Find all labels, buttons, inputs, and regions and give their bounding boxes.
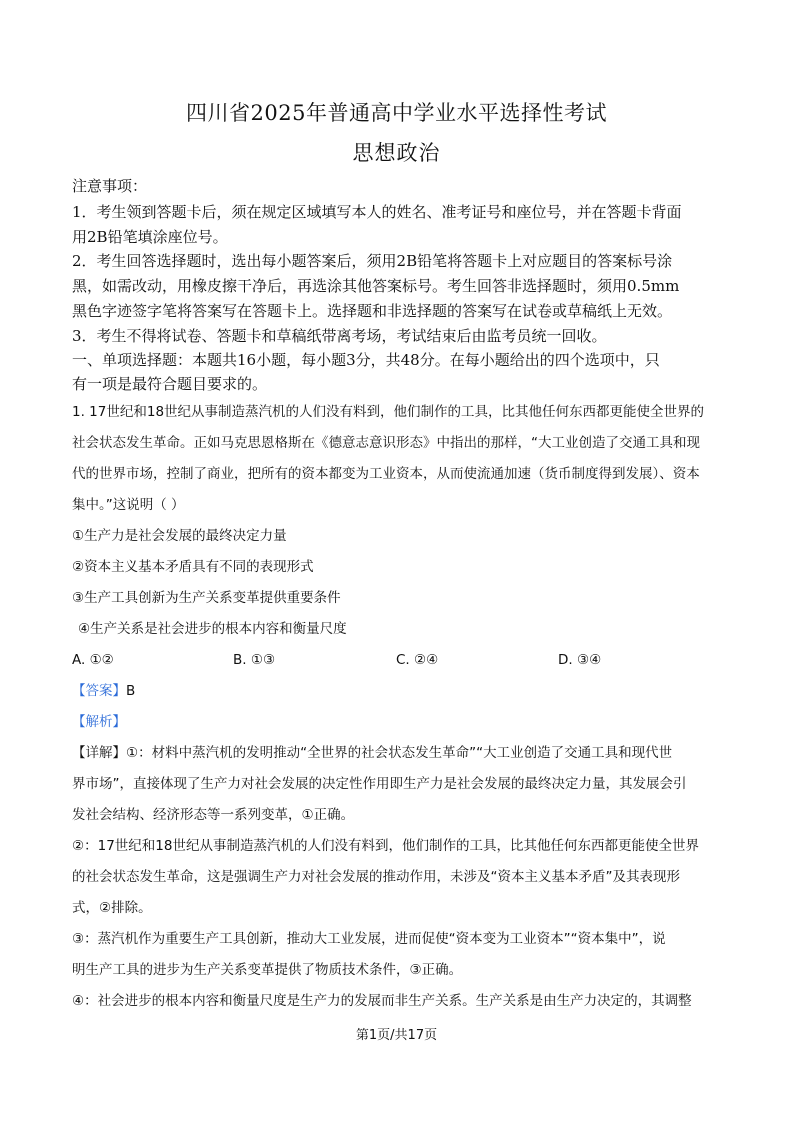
- answer-tag: 【答案】: [72, 683, 126, 699]
- statement-item: ③生产工具创新为生产关系变革提供重要条件: [72, 590, 341, 606]
- statement-item: ②资本主义基本矛盾具有不同的表现形式: [72, 559, 314, 575]
- analysis-line: 发社会结构、经济形态等一系列变革，①正确。: [72, 807, 355, 823]
- option-a: A. ①②: [72, 652, 114, 668]
- statement-item: ④生产关系是社会进步的根本内容和衡量尺度: [78, 621, 347, 637]
- analysis-line: 的社会状态发生革命，这是强调生产力对社会发展的推动作用，未涉及“资本主义基本矛盾”及其表现形: [72, 869, 680, 885]
- notice-line: 2．考生回答选择题时，选出每小题答案后，须用2B铅笔将答题卡上对应题目的答案标号涂: [72, 252, 673, 270]
- answer-line: [72, 681, 722, 701]
- option-b: B. ①③: [233, 652, 276, 668]
- notice-line: 1．考生领到答题卡后，须在规定区域填写本人的姓名、准考证号和座位号，并在答题卡背面: [72, 203, 682, 221]
- analysis-line: ③：蒸汽机作为重要生产工具创新，推动大工业发展，进而促使“资本变为工业资本”“资本集中”，说: [72, 931, 666, 947]
- notice-line: 黑色字迹签字笔将答案写在答题卡上。选择题和非选择题的答案写在试卷或草稿纸上无效。: [72, 302, 673, 320]
- option-c: C. ②④: [396, 652, 439, 668]
- analysis-label: 【解析】: [72, 714, 126, 730]
- analysis-line: 【详解】①：材料中蒸汽机的发明推动“全世界的社会状态发生革命”“大工业创造了交通工具和现代世: [72, 745, 673, 761]
- section-heading: 有一项是最符合题目要求的。: [72, 375, 268, 393]
- answer-value: B: [126, 683, 136, 699]
- question-stem: 1. 17世纪和18世纪从事制造蒸汽机的人们没有料到，他们制作的工具，比其他任何东西都更能使全世界的: [72, 404, 705, 420]
- section-heading: 一、单项选择题：本题共16小题，每小题3分，共48分。在每小题给出的四个选项中，只: [72, 351, 660, 369]
- question-stem: 代的世界市场，控制了商业，把所有的资本都变为工业资本，从而使流通加速（货币制度得到发展）、资本: [72, 466, 700, 482]
- notice-line: 用2B铅笔填涂座位号。: [72, 228, 228, 246]
- analysis-line: 式，②排除。: [72, 900, 152, 916]
- analysis-line: ②：17世纪和18世纪从事制造蒸汽机的人们没有料到，他们制作的工具，比其他任何东西都更能使全世界: [72, 838, 699, 854]
- analysis-line: 界市场”，直接体现了生产力对社会发展的决定性作用即生产力是社会发展的最终决定力量，其发展会引: [72, 776, 687, 792]
- question-stem: 集中。”这说明（ ）: [72, 497, 185, 513]
- analysis-line: ④：社会进步的根本内容和衡量尺度是生产力的发展而非生产关系。生产关系是由生产力决定的，其调整: [72, 993, 692, 1009]
- statement-item: ①生产力是社会发展的最终决定力量: [72, 528, 287, 544]
- exam-subject: 思想政治: [352, 141, 441, 165]
- notice-line: 黑，如需改动，用橡皮擦干净后，再选涂其他答案标号。考生回答非选择题时，须用0.5mm: [72, 277, 680, 295]
- question-stem: 社会状态发生革命。正如马克思恩格斯在《德意志意识形态》中指出的那样，“大工业创造了交通工具和现: [72, 435, 700, 451]
- page-number: 第1页/共17页: [355, 1028, 438, 1043]
- option-d: D. ③④: [558, 652, 602, 668]
- analysis-line: 明生产工具的进步为生产关系变革提供了物质技术条件，③正确。: [72, 962, 463, 978]
- exam-title: 四川省2025年普通高中学业水平选择性考试: [186, 101, 607, 125]
- notice-heading: 注意事项：: [72, 177, 148, 195]
- notice-line: 3．考生不得将试卷、答题卡和草稿纸带离考场，考试结束后由监考员统一回收。: [72, 327, 607, 345]
- analysis-tag: [72, 712, 722, 732]
